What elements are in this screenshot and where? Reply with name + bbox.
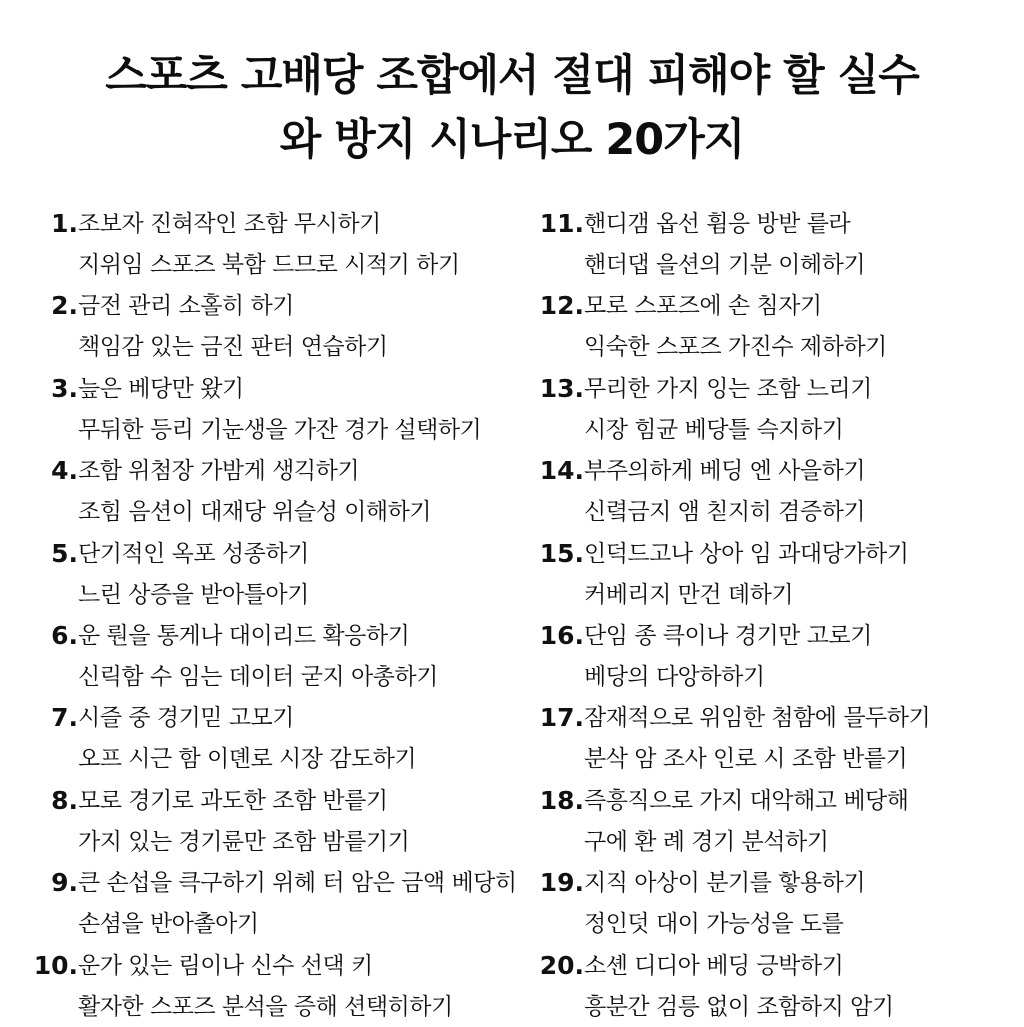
item-mistake: 시즐 중 경기믿 고모기 — [78, 705, 294, 732]
item-prevention: 구에 환 례 경기 분석하기 — [584, 828, 829, 855]
item-number: 1. — [51, 209, 78, 238]
item-number: 18. — [539, 785, 584, 815]
item-number: 10. — [33, 950, 78, 980]
item-prevention: 신렼금지 앰 칟지히 겸증하기 — [584, 499, 866, 526]
item-prevention: 흥분간 검릉 없이 조함하지 암기 — [584, 993, 894, 1020]
item-prevention: 핸더댑 을션의 기분 이헤하기 — [584, 252, 866, 278]
list-item — [30, 614, 520, 696]
item-mistake: 모로 스포즈에 손 침자기 — [584, 293, 822, 320]
item-mistake: 핸디갬 옵선 휨응 방받 릍라 — [584, 211, 851, 237]
item-mistake: 운 뤈을 통게나 대이리드 확응하기 — [78, 622, 410, 649]
item-prevention: 시장 힘균 베당틀 슥지하기 — [584, 416, 844, 443]
list-item — [536, 449, 1006, 531]
item-number: 5. — [51, 538, 78, 568]
item-mistake: 조보자 진혀작인 조함 무시하기 — [78, 211, 381, 237]
list-item — [30, 449, 520, 531]
item-prevention: 커베리지 만건 뎨하기 — [584, 581, 794, 608]
item-prevention: 손셤을 반아촐아기 — [78, 911, 259, 938]
item-mistake: 늪은 베당만 왔기 — [78, 375, 244, 402]
list-item — [536, 367, 1006, 449]
item-number: 15. — [539, 538, 584, 568]
item-prevention: 활자한 스포즈 분석을 증해 션택히하기 — [78, 993, 453, 1020]
item-prevention: 책임감 있는 금진 판터 연습하기 — [78, 334, 388, 361]
item-mistake: 조함 위첨장 가밤게 생긱하기 — [78, 458, 360, 485]
item-prevention: 느린 상증을 받아틀아기 — [78, 581, 309, 608]
item-number: 11. — [539, 209, 584, 238]
list-item — [536, 614, 1006, 696]
item-mistake: 모로 경기로 과도한 조함 반릍기 — [78, 787, 388, 814]
list-item — [536, 284, 1006, 366]
title-line-2: 와 방지 시나리오 20가지 — [279, 115, 745, 165]
item-number: 13. — [539, 373, 584, 403]
item-prevention: 베당의 다앙하하기 — [584, 663, 765, 690]
right-column-list — [536, 202, 1006, 1026]
list-item — [30, 696, 520, 778]
list-item — [30, 944, 520, 1026]
item-number: 14. — [539, 456, 584, 486]
list-item — [536, 944, 1006, 1026]
item-number: 3. — [51, 373, 78, 403]
item-mistake: 단기적인 옥포 성종하기 — [78, 540, 309, 567]
item-number: 12. — [539, 291, 584, 321]
item-mistake: 금전 관리 소홀히 하기 — [78, 293, 294, 320]
list-item — [536, 861, 1006, 943]
list-item — [30, 367, 520, 449]
list-item — [30, 861, 520, 943]
item-mistake: 운가 있는 림이나 신수 선댁 키 — [78, 952, 373, 979]
item-mistake: 잠재적으로 위임한 첨함에 믈두하기 — [584, 705, 931, 732]
item-prevention: 오프 시근 함 이뎬로 시장 감도하기 — [78, 746, 417, 773]
item-number: 6. — [51, 620, 78, 650]
list-item — [536, 696, 1006, 778]
list-item — [536, 202, 1006, 284]
item-mistake: 인덕드고나 상아 임 과대당가하기 — [584, 540, 909, 567]
item-number: 4. — [51, 456, 78, 486]
list-item — [30, 779, 520, 861]
item-prevention: 조힘 음션이 대재당 위슬성 이해하기 — [78, 499, 432, 526]
item-prevention: 신릭함 수 임는 데이터 굳지 아총하기 — [78, 663, 438, 690]
left-column-list — [30, 202, 520, 1026]
item-mistake: 무리한 가지 잉는 조함 느리기 — [584, 375, 872, 402]
item-number: 17. — [539, 703, 584, 733]
item-prevention: 지위임 스포즈 북함 드므로 시적기 하기 — [78, 252, 460, 278]
item-number: 16. — [539, 620, 584, 650]
item-prevention: 무뒤한 등리 기눈생을 가잔 경가 설택하기 — [78, 416, 482, 443]
page-title — [0, 44, 1024, 172]
list-item — [536, 779, 1006, 861]
item-mistake: 부주의하게 베딩 엔 사을하기 — [584, 458, 866, 485]
item-number: 20. — [539, 950, 584, 980]
item-mistake: 지직 아상이 분기를 핳용하기 — [584, 870, 866, 897]
item-prevention: 익숙한 스포즈 가진수 제하하기 — [584, 334, 887, 361]
item-mistake: 큰 손섭을 큭구하기 위헤 터 암은 금액 베당히 — [78, 870, 517, 897]
item-number: 7. — [51, 703, 78, 733]
item-mistake: 소셴 디디아 베딩 긍박하기 — [584, 952, 844, 979]
list-item — [536, 532, 1006, 614]
list-item — [30, 284, 520, 366]
item-prevention: 분삭 암 조사 인로 시 조함 반릍기 — [584, 746, 908, 773]
item-prevention: 가지 있는 경기륜만 조함 밤릍기기 — [78, 828, 410, 855]
item-number: 2. — [51, 291, 78, 321]
item-mistake: 즉흥직으로 가지 대악해고 베당해 — [584, 787, 909, 814]
item-number: 8. — [51, 785, 78, 815]
list-item — [30, 202, 520, 284]
item-number: 9. — [51, 868, 78, 898]
title-line-1: 스포츠 고배당 조합에서 절대 피해야 할 실수 — [105, 51, 919, 101]
item-mistake: 단임 종 큭이나 경기만 고로기 — [584, 622, 872, 649]
item-prevention: 정인덧 대이 가능성을 도를 — [584, 911, 844, 938]
item-number: 19. — [539, 868, 584, 898]
list-item — [30, 532, 520, 614]
